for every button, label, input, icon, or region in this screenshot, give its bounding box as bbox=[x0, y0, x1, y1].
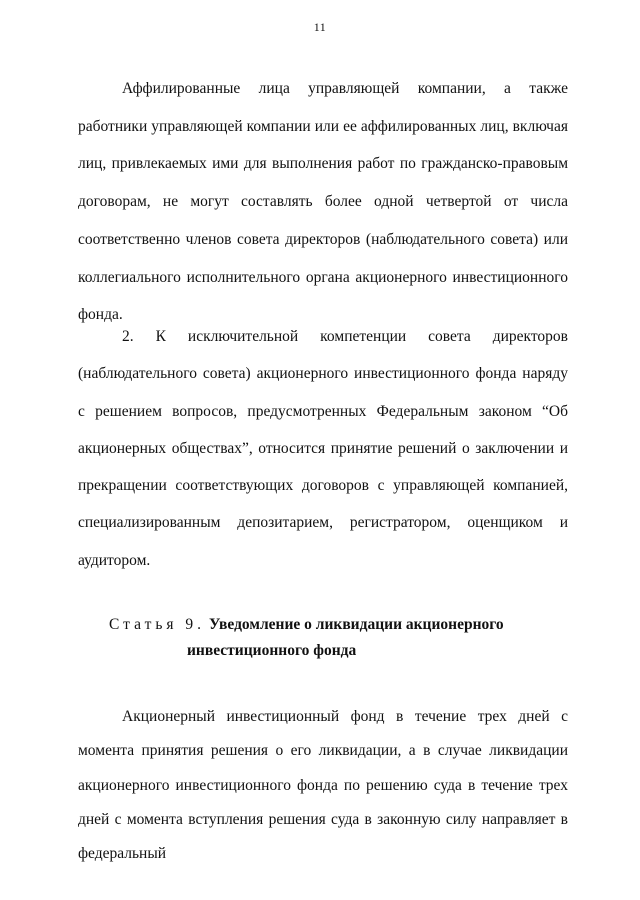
paragraph-affiliated-persons bbox=[78, 70, 568, 334]
article-label: Статья 9. bbox=[109, 616, 206, 633]
paragraph-text: Аффилированные лица управляющей компании, а также работники управляющей компании или ее аффилированных лиц, включая лиц, привлекаемых ими для выполнения работ по гражданско-правовым договорам, не могут составлять более одной четвертой от числа соответственно членов совета директоров (наблюдательного совета) или коллегиального исполнительного органа акционерного инвестиционного фонда. bbox=[78, 80, 568, 324]
article-heading bbox=[109, 612, 569, 664]
paragraph-text: Акционерный инвестиционный фонд в течение трех дней с момента принятия решения о его ликвидации, а в случае ликвидации акционерного инвестиционного фонда по решению суда в течение трех дней с момента вступления решения суда в законную силу направляет в федеральный bbox=[78, 708, 568, 863]
paragraph-board-competence bbox=[78, 318, 568, 579]
page-number: 11 bbox=[313, 20, 327, 34]
article-title-line2: инвестиционного фонда bbox=[187, 642, 357, 659]
paragraph-liquidation-notice bbox=[78, 700, 568, 871]
article-title-line1: Уведомление о ликвидации акционерного bbox=[208, 616, 504, 633]
paragraph-text: 2. К исключительной компетенции совета директоров (наблюдательного совета) акционерного инвестиционного фонда наряду с решением вопросов, предусмотренных Федеральным законом “Об акционерных обществах”, относится принятие решений о заключении и прекращении соответствующих договоров с управляющей компанией, специализированным депозитарием, регистратором, оценщиком и аудитором. bbox=[78, 328, 568, 569]
